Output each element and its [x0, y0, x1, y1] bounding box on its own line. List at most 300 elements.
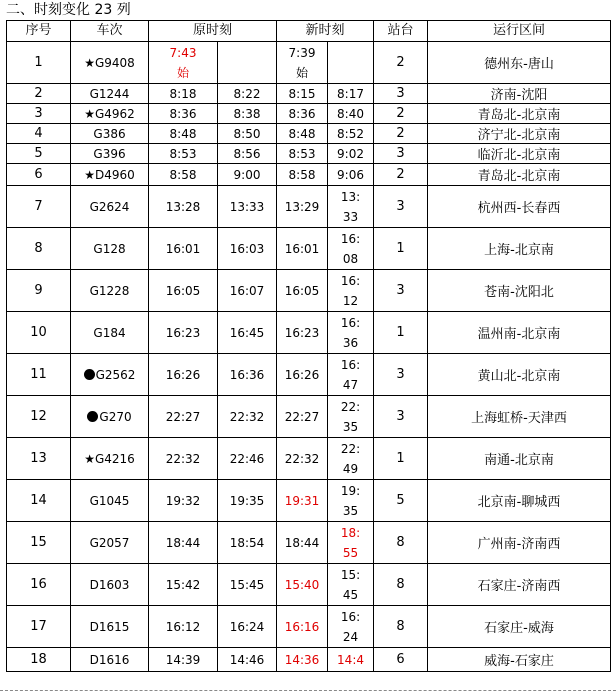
train-number: G396: [93, 146, 126, 161]
cell-new-depart: [328, 124, 374, 144]
cell-old-arrive-text: 16:05: [165, 283, 201, 298]
cell-platform: [374, 438, 428, 480]
cell-route: [428, 438, 611, 480]
cell-seq: [7, 270, 71, 312]
cell-old-depart-text: 16:07: [229, 283, 265, 298]
cell-new-arrive-text: 8:53: [288, 146, 316, 161]
cell-seq: [7, 164, 71, 186]
table-row: [7, 522, 611, 564]
cell-platform-text: 3: [396, 283, 405, 298]
table-row: [7, 84, 611, 104]
train-number: G270: [99, 409, 132, 424]
table-row: [7, 42, 611, 84]
cell-seq: [7, 606, 71, 648]
cell-new-arrive: [277, 84, 328, 104]
cell-old-arrive-text: 8:18: [169, 86, 197, 101]
cell-old-depart: [218, 354, 277, 396]
cell-new-arrive-text: 13:29: [284, 199, 320, 214]
cell-old-depart-text: 22:32: [229, 409, 265, 424]
cell-train: [71, 648, 149, 672]
cell-new-depart: [328, 144, 374, 164]
cell-train: [71, 228, 149, 270]
cell-seq: [7, 522, 71, 564]
cell-new-arrive-text: 14:36: [284, 652, 320, 667]
cell-new-depart-text: 9:02: [337, 146, 364, 161]
cell-new-depart: [328, 186, 374, 228]
cell-platform: [374, 104, 428, 124]
cell-train: [71, 186, 149, 228]
table-row: [7, 606, 611, 648]
cell-platform-text: 8: [396, 535, 405, 550]
cell-new-arrive-text: 16:01: [284, 241, 320, 256]
cell-new-depart-text: 15:45: [340, 567, 361, 602]
cell-old-depart-text: 16:36: [229, 367, 265, 382]
train-number: D4960: [94, 167, 135, 182]
cell-old-arrive: [149, 124, 218, 144]
cell-new-depart-text: 22:49: [340, 441, 361, 476]
cell-old-depart: [218, 606, 277, 648]
cell-platform-text: 2: [396, 126, 405, 141]
cell-platform: [374, 42, 428, 84]
cell-route: [428, 270, 611, 312]
cell-train: [71, 84, 149, 104]
cell-train: [71, 480, 149, 522]
cell-route: [428, 228, 611, 270]
cell-route-text: 南通-北京南: [484, 453, 554, 468]
cell-train: [71, 438, 149, 480]
cell-new-arrive-text: 16:26: [284, 367, 320, 382]
cell-new-depart: [328, 480, 374, 522]
cell-platform: [374, 270, 428, 312]
cell-route: [428, 522, 611, 564]
cell-old-arrive-text: 16:26: [165, 367, 201, 382]
cell-old-arrive-text: 7:43 始: [169, 45, 197, 80]
header-old-time: 原时刻: [149, 21, 277, 42]
cell-platform-text: 2: [396, 106, 405, 121]
cell-seq-text: 1: [34, 55, 43, 70]
cell-train: [71, 396, 149, 438]
cell-route-text: 济南-沈阳: [490, 88, 548, 103]
cell-platform-text: 1: [396, 241, 405, 256]
star-icon: ★: [84, 55, 95, 70]
cell-new-arrive: [277, 270, 328, 312]
cell-platform-text: 1: [396, 451, 405, 466]
cell-platform-text: 8: [396, 619, 405, 634]
cell-route: [428, 144, 611, 164]
cell-old-arrive: [149, 104, 218, 124]
table-row: [7, 164, 611, 186]
star-icon: ★: [84, 167, 95, 182]
cell-old-arrive-text: 16:23: [165, 325, 201, 340]
cell-old-arrive-text: 8:36: [169, 106, 197, 121]
cell-platform: [374, 396, 428, 438]
cell-old-depart-text: 8:56: [233, 146, 261, 161]
cell-new-arrive: [277, 480, 328, 522]
cell-new-depart-text: 16:24: [340, 609, 361, 644]
cell-route-text: 威海-石家庄: [484, 654, 554, 669]
cell-seq: [7, 648, 71, 672]
cell-seq: [7, 312, 71, 354]
cell-old-depart: [218, 312, 277, 354]
cell-old-depart: [218, 648, 277, 672]
cell-platform-text: 1: [396, 325, 405, 340]
cell-platform: [374, 186, 428, 228]
cell-new-arrive-text: 8:48: [288, 126, 316, 141]
cell-train: [71, 124, 149, 144]
cell-seq-text: 17: [30, 619, 47, 634]
star-icon: ★: [84, 106, 95, 121]
cell-old-arrive: [149, 186, 218, 228]
cell-old-depart: [218, 144, 277, 164]
cell-route: [428, 84, 611, 104]
cell-route: [428, 186, 611, 228]
train-number: G4962: [94, 106, 135, 121]
cell-seq-text: 18: [30, 652, 47, 667]
train-number: G2562: [95, 367, 136, 382]
cell-old-depart-text: 22:46: [229, 451, 265, 466]
cell-route-text: 青岛北-北京南: [477, 169, 561, 184]
header-new-time: 新时刻: [277, 21, 374, 42]
cell-old-depart: [218, 124, 277, 144]
cell-new-depart: [328, 648, 374, 672]
cell-old-depart-text: 16:03: [229, 241, 265, 256]
cell-new-arrive-text: 18:44: [284, 535, 320, 550]
cell-new-arrive-text: 7:39 始: [288, 45, 316, 80]
cell-seq: [7, 42, 71, 84]
cell-seq-text: 11: [30, 367, 47, 382]
cell-new-depart-text: 14:4: [337, 652, 364, 667]
cell-platform-text: 8: [396, 577, 405, 592]
cell-seq-text: 7: [34, 199, 43, 214]
cell-old-arrive: [149, 438, 218, 480]
cell-train: [71, 104, 149, 124]
cell-route-text: 温州南-北京南: [477, 327, 561, 342]
cell-old-arrive-text: 22:32: [165, 451, 201, 466]
header-platform: 站台: [374, 21, 428, 42]
cell-new-arrive: [277, 124, 328, 144]
cell-route-text: 苍南-沈阳北: [484, 285, 554, 300]
cell-new-arrive: [277, 648, 328, 672]
cell-old-depart-text: 16:24: [229, 619, 265, 634]
cell-route-text: 石家庄-济南西: [477, 579, 561, 594]
cell-new-arrive: [277, 144, 328, 164]
cell-new-depart: [328, 606, 374, 648]
cell-route-text: 济宁北-北京南: [477, 128, 561, 143]
cell-seq: [7, 480, 71, 522]
cell-new-arrive: [277, 104, 328, 124]
train-number: G128: [93, 241, 126, 256]
cell-seq-text: 5: [34, 146, 43, 161]
cell-old-arrive-text: 16:12: [165, 619, 201, 634]
cell-old-arrive: [149, 42, 218, 84]
train-number: G1244: [89, 86, 130, 101]
cell-old-depart-text: 8:22: [233, 86, 261, 101]
cell-route: [428, 312, 611, 354]
cell-new-arrive: [277, 354, 328, 396]
cell-new-depart-text: 16:12: [340, 273, 361, 308]
cell-seq-text: 8: [34, 241, 43, 256]
cell-old-arrive: [149, 312, 218, 354]
cell-platform-text: 2: [396, 167, 405, 182]
train-number: D1615: [89, 619, 130, 634]
dot-icon: [84, 369, 95, 380]
cell-seq: [7, 564, 71, 606]
train-number: D1616: [89, 652, 130, 667]
table-row: [7, 648, 611, 672]
cell-platform: [374, 522, 428, 564]
train-number: G184: [93, 325, 126, 340]
cell-train: [71, 164, 149, 186]
cell-platform: [374, 228, 428, 270]
cell-seq: [7, 228, 71, 270]
cell-seq: [7, 104, 71, 124]
cell-old-depart: [218, 84, 277, 104]
cell-old-depart: [218, 228, 277, 270]
cell-old-arrive: [149, 228, 218, 270]
cell-old-arrive: [149, 522, 218, 564]
cell-train: [71, 270, 149, 312]
cell-old-depart: [218, 164, 277, 186]
table-row: [7, 564, 611, 606]
table-row: [7, 186, 611, 228]
cell-new-arrive-text: 22:27: [284, 409, 320, 424]
cell-route: [428, 354, 611, 396]
timetable-body: [7, 42, 611, 672]
cell-new-arrive: [277, 186, 328, 228]
dot-icon: [87, 411, 98, 422]
cell-route: [428, 42, 611, 84]
train-number: G386: [93, 126, 126, 141]
cell-seq-text: 9: [34, 283, 43, 298]
cell-old-arrive-text: 13:28: [165, 199, 201, 214]
cell-new-depart-text: 8:52: [337, 126, 364, 141]
cell-old-depart-text: 14:46: [229, 652, 265, 667]
cell-old-arrive: [149, 144, 218, 164]
table-row: [7, 312, 611, 354]
cell-route-text: 上海-北京南: [484, 243, 554, 258]
cell-route-text: 石家庄-威海: [484, 621, 554, 636]
star-icon: ★: [84, 451, 95, 466]
cell-new-depart: [328, 522, 374, 564]
cell-new-depart-text: 18:55: [340, 525, 361, 560]
cell-old-depart: [218, 564, 277, 606]
cell-old-depart-text: 8:50: [233, 126, 261, 141]
table-row: [7, 104, 611, 124]
cell-old-arrive: [149, 564, 218, 606]
cell-old-depart: [218, 186, 277, 228]
cell-seq-text: 13: [30, 451, 47, 466]
cell-train: [71, 312, 149, 354]
cell-new-depart: [328, 396, 374, 438]
cell-new-depart-text: 8:17: [337, 86, 364, 101]
cell-platform-text: 3: [396, 86, 405, 101]
timetable: [6, 20, 611, 672]
cell-new-arrive-text: 16:23: [284, 325, 320, 340]
cell-new-arrive-text: 8:58: [288, 167, 316, 182]
cell-old-arrive-text: 19:32: [165, 493, 201, 508]
cell-seq-text: 10: [30, 325, 47, 340]
cell-seq: [7, 144, 71, 164]
cell-route: [428, 480, 611, 522]
cell-train: [71, 606, 149, 648]
cell-old-depart-text: 8:38: [233, 106, 261, 121]
cell-train: [71, 522, 149, 564]
cell-old-arrive-text: 8:48: [169, 126, 197, 141]
cell-new-depart-text: 13:33: [340, 189, 361, 224]
cell-seq: [7, 438, 71, 480]
cell-new-arrive-text: 8:15: [288, 86, 316, 101]
cell-seq: [7, 84, 71, 104]
cell-new-arrive: [277, 606, 328, 648]
cell-platform: [374, 312, 428, 354]
cell-new-arrive: [277, 564, 328, 606]
cell-platform-text: 6: [396, 652, 405, 667]
cell-old-arrive-text: 8:58: [169, 167, 197, 182]
cell-seq-text: 14: [30, 493, 47, 508]
cell-old-arrive: [149, 648, 218, 672]
train-number: G1045: [89, 493, 130, 508]
cell-train: [71, 564, 149, 606]
cell-old-depart: [218, 270, 277, 312]
header-train: 车次: [71, 21, 149, 42]
cell-old-arrive-text: 15:42: [165, 577, 201, 592]
cell-platform: [374, 144, 428, 164]
cell-new-depart: [328, 564, 374, 606]
cell-old-arrive: [149, 270, 218, 312]
cell-old-depart: [218, 522, 277, 564]
cell-old-arrive-text: 22:27: [165, 409, 201, 424]
cell-seq-text: 16: [30, 577, 47, 592]
cell-new-depart-text: 16:08: [340, 231, 361, 266]
cell-new-depart: [328, 42, 374, 84]
table-row: [7, 396, 611, 438]
cell-route-text: 德州东-唐山: [484, 57, 554, 72]
table-row: [7, 228, 611, 270]
header-row: [7, 21, 611, 42]
cell-old-depart-text: 9:00: [233, 167, 261, 182]
cell-route: [428, 164, 611, 186]
cell-new-arrive-text: 22:32: [284, 451, 320, 466]
cell-old-depart: [218, 104, 277, 124]
train-number: D1603: [89, 577, 130, 592]
cell-seq-text: 4: [34, 126, 43, 141]
cell-new-depart: [328, 228, 374, 270]
cell-new-arrive-text: 16:16: [284, 619, 320, 634]
cell-old-depart-text: 13:33: [229, 199, 265, 214]
cell-old-arrive: [149, 84, 218, 104]
cell-new-depart-text: 22:35: [340, 399, 361, 434]
cell-new-arrive-text: 16:05: [284, 283, 320, 298]
cell-new-depart-text: 19:35: [340, 483, 361, 518]
cell-old-depart: [218, 42, 277, 84]
cell-seq-text: 2: [34, 86, 43, 101]
table-row: [7, 354, 611, 396]
cell-old-arrive: [149, 480, 218, 522]
cell-train: [71, 354, 149, 396]
cell-new-arrive: [277, 164, 328, 186]
cell-old-depart-text: 19:35: [229, 493, 265, 508]
train-number: G2624: [89, 199, 130, 214]
header-seq: 序号: [7, 21, 71, 42]
cell-seq-text: 15: [30, 535, 47, 550]
cell-old-depart: [218, 480, 277, 522]
cell-seq: [7, 354, 71, 396]
cell-seq: [7, 186, 71, 228]
cell-new-depart-text: 16:47: [340, 357, 361, 392]
cell-old-arrive-text: 18:44: [165, 535, 201, 550]
table-row: [7, 144, 611, 164]
cell-route-text: 广州南-济南西: [477, 537, 561, 552]
cell-new-arrive-text: 15:40: [284, 577, 320, 592]
cell-new-depart: [328, 104, 374, 124]
train-number: G4216: [94, 451, 135, 466]
cell-new-depart-text: 9:06: [337, 167, 364, 182]
cell-new-arrive: [277, 228, 328, 270]
cell-new-depart: [328, 164, 374, 186]
table-row: [7, 480, 611, 522]
page-cut-edge: [0, 688, 616, 693]
cell-seq: [7, 396, 71, 438]
cell-old-arrive: [149, 396, 218, 438]
cell-old-arrive-text: 8:53: [169, 146, 197, 161]
cell-new-depart: [328, 354, 374, 396]
cell-route: [428, 648, 611, 672]
cell-new-depart: [328, 312, 374, 354]
cell-old-depart: [218, 396, 277, 438]
cell-route: [428, 606, 611, 648]
cell-platform: [374, 124, 428, 144]
cell-new-depart: [328, 270, 374, 312]
cell-train: [71, 42, 149, 84]
table-row: [7, 124, 611, 144]
cell-new-depart-text: 16:36: [340, 315, 361, 350]
cell-platform-text: 5: [396, 493, 405, 508]
cell-old-arrive: [149, 606, 218, 648]
cell-route-text: 上海虹桥-天津西: [471, 411, 567, 426]
cell-new-arrive: [277, 438, 328, 480]
cell-route: [428, 124, 611, 144]
train-number: G2057: [89, 535, 130, 550]
cell-route: [428, 564, 611, 606]
cell-platform-text: 3: [396, 146, 405, 161]
cell-new-arrive: [277, 396, 328, 438]
cell-route: [428, 396, 611, 438]
table-row: [7, 438, 611, 480]
cell-old-depart-text: 16:45: [229, 325, 265, 340]
table-row: [7, 270, 611, 312]
cell-old-depart: [218, 438, 277, 480]
cell-old-arrive-text: 14:39: [165, 652, 201, 667]
cell-route-text: 北京南-聊城西: [477, 495, 561, 510]
cell-route-text: 青岛北-北京南: [477, 108, 561, 123]
cell-seq: [7, 124, 71, 144]
cell-platform: [374, 606, 428, 648]
cell-train: [71, 144, 149, 164]
cell-route: [428, 104, 611, 124]
cell-new-arrive: [277, 522, 328, 564]
cell-route-text: 杭州西-长春西: [477, 201, 561, 216]
cell-platform: [374, 480, 428, 522]
cell-platform-text: 3: [396, 409, 405, 424]
cell-new-depart-text: 8:40: [337, 106, 364, 121]
cell-platform-text: 3: [396, 199, 405, 214]
cell-old-depart-text: 15:45: [229, 577, 265, 592]
cell-platform-text: 3: [396, 367, 405, 382]
cell-old-depart-text: 18:54: [229, 535, 265, 550]
train-number: G9408: [94, 55, 135, 70]
cell-old-arrive-text: 16:01: [165, 241, 201, 256]
cell-route-text: 临沂北-北京南: [477, 148, 561, 163]
